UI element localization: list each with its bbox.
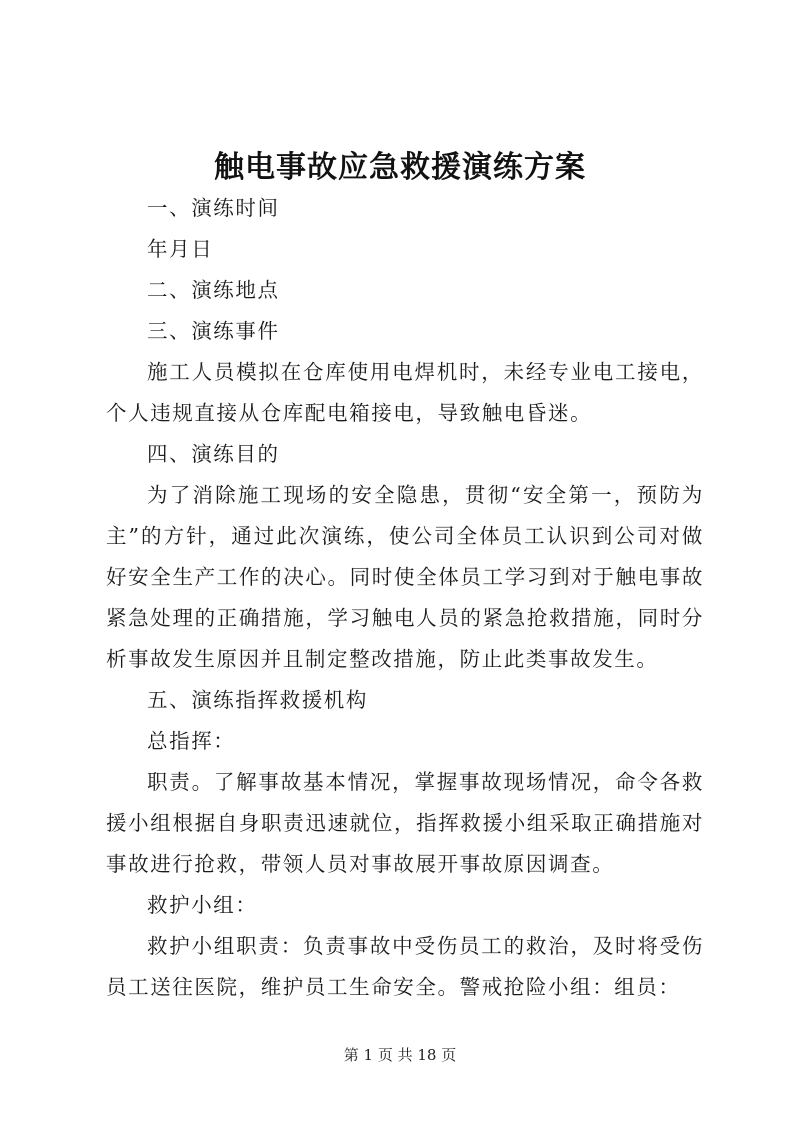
paragraph: 年月日	[147, 237, 214, 261]
paragraph: 为了消除施工现场的安全隐患，贯彻“安全第一，预防为主”的方针，通过此次演练，使公司全体员工认识到公司对做好安全生产工作的决心。同时使全体员工学习到对于触电事故紧急处理的正确措施，学习触电人员的紧急抢救措施，同时分析事故发生原因并且制定整改措施，防止此类事故发生。	[106, 483, 704, 671]
document-body	[106, 188, 704, 1008]
paragraph: 救护小组：	[147, 893, 258, 917]
paragraph: 救护小组职责：负责事故中受伤员工的救治，及时将受伤员工送往医院，维护员工生命安全。警戒抢险小组：组员：	[106, 934, 704, 999]
section-heading: 五、演练指挥救援机构	[147, 688, 368, 712]
paragraph: 职责。了解事故基本情况，掌握事故现场情况，命令各救援小组根据自身职责迅速就位，指挥救援小组采取正确措施对事故进行抢救，带领人员对事故展开事故原因调查。	[106, 770, 704, 876]
document-title: 触电事故应急救援演练方案	[214, 150, 586, 185]
paragraph: 总指挥：	[147, 729, 236, 753]
section-heading: 一、演练时间	[147, 196, 280, 220]
section-heading: 四、演练目的	[147, 442, 280, 466]
page-number-footer: 第 1 页 共 18 页	[343, 1046, 457, 1064]
section-heading: 二、演练地点	[147, 278, 280, 302]
section-heading: 三、演练事件	[147, 319, 280, 343]
paragraph: 施工人员模拟在仓库使用电焊机时，未经专业电工接电，个人违规直接从仓库配电箱接电，导致触电昏迷。	[106, 360, 704, 425]
